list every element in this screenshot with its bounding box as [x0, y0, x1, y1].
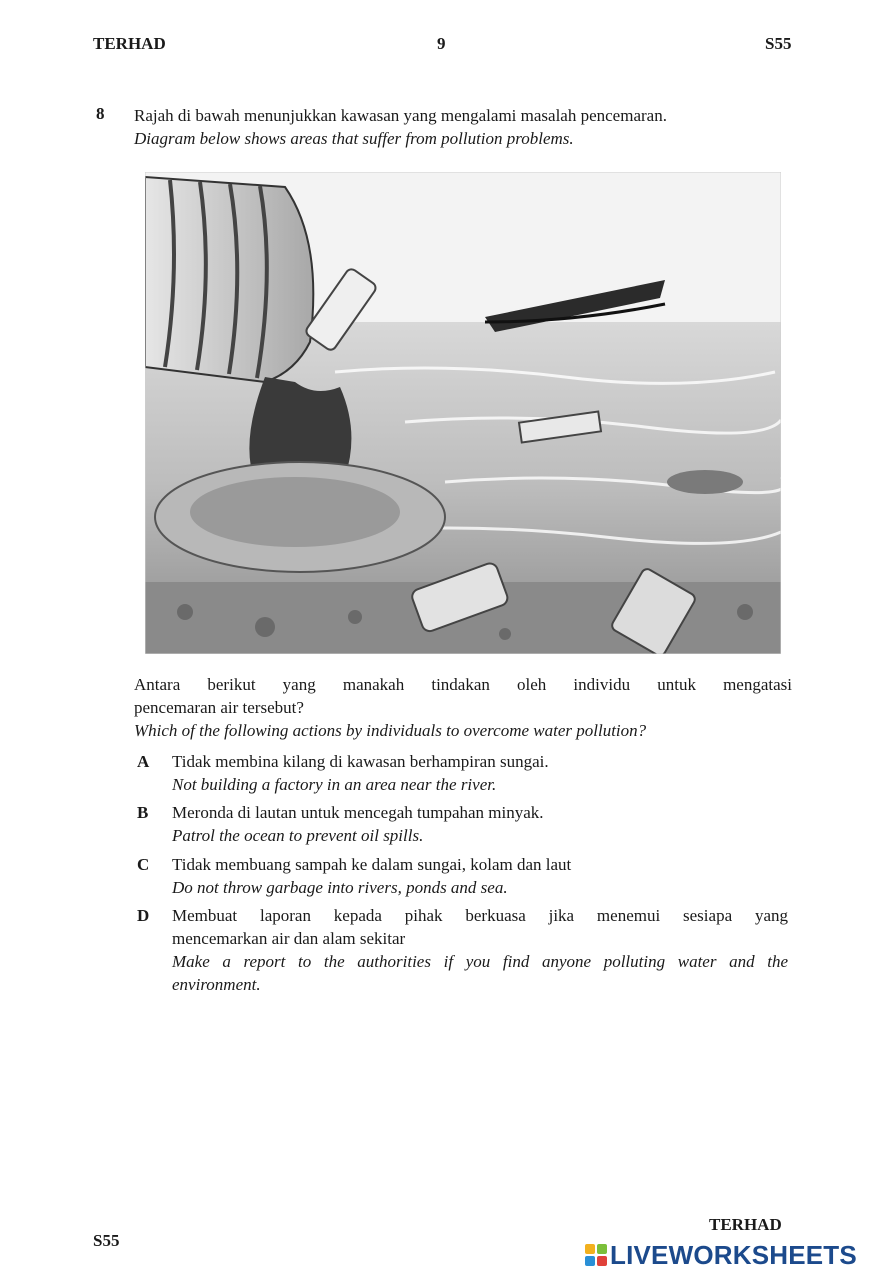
footer-right: TERHAD [709, 1215, 782, 1234]
option-letter: A [137, 752, 150, 771]
header-right: S55 [765, 34, 792, 53]
question-stem [134, 673, 792, 742]
sewage-pipe [145, 177, 313, 382]
option-malay: Tidak membina kilang di kawasan berhampiran sungai. [172, 752, 549, 771]
pollution-illustration [145, 172, 781, 654]
option-english-line1: Make a report to the authorities if you find anyone polluting water and the [172, 952, 788, 971]
liveworksheets-brand[interactable] [585, 1240, 857, 1270]
stem-malay-line2: pencemaran air tersebut? [134, 698, 304, 717]
option-letter: D [137, 906, 150, 925]
option-letter: B [137, 803, 149, 822]
question-intro [134, 104, 794, 150]
option-malay-line2: mencemarkan air dan alam sekitar [172, 929, 406, 948]
intro-english: Diagram below shows areas that suffer from pollution problems. [134, 129, 574, 148]
page-number: 9 [437, 34, 446, 53]
floating-debris [667, 470, 743, 494]
option-english: Do not throw garbage into rivers, ponds and sea. [172, 878, 508, 897]
header-left: TERHAD [93, 34, 166, 53]
footer-left: S55 [93, 1231, 120, 1250]
liveworksheets-text: LIVEWORKSHEETS [610, 1239, 857, 1270]
option-letter: C [137, 855, 150, 874]
option-english: Not building a factory in an area near the river. [172, 775, 497, 794]
stem-english: Which of the following actions by individuals to overcome water pollution? [134, 721, 647, 740]
intro-malay: Rajah di bawah menunjukkan kawasan yang mengalami masalah pencemaran. [134, 106, 667, 125]
question-number: 8 [96, 104, 105, 123]
option-malay-line1: Membuat laporan kepada pihak berkuasa jika menemui sesiapa yang [172, 906, 788, 925]
option-malay: Meronda di lautan untuk mencegah tumpahan minyak. [172, 803, 544, 822]
option-english: Patrol the ocean to prevent oil spills. [172, 826, 424, 845]
option-english-line2: environment. [172, 975, 261, 994]
option-malay: Tidak membuang sampah ke dalam sungai, kolam dan laut [172, 855, 572, 874]
liveworksheets-logo-icon [585, 1244, 607, 1266]
stem-malay-line1: Antara berikut yang manakah tindakan oleh individu untuk mengatasi [134, 675, 792, 694]
